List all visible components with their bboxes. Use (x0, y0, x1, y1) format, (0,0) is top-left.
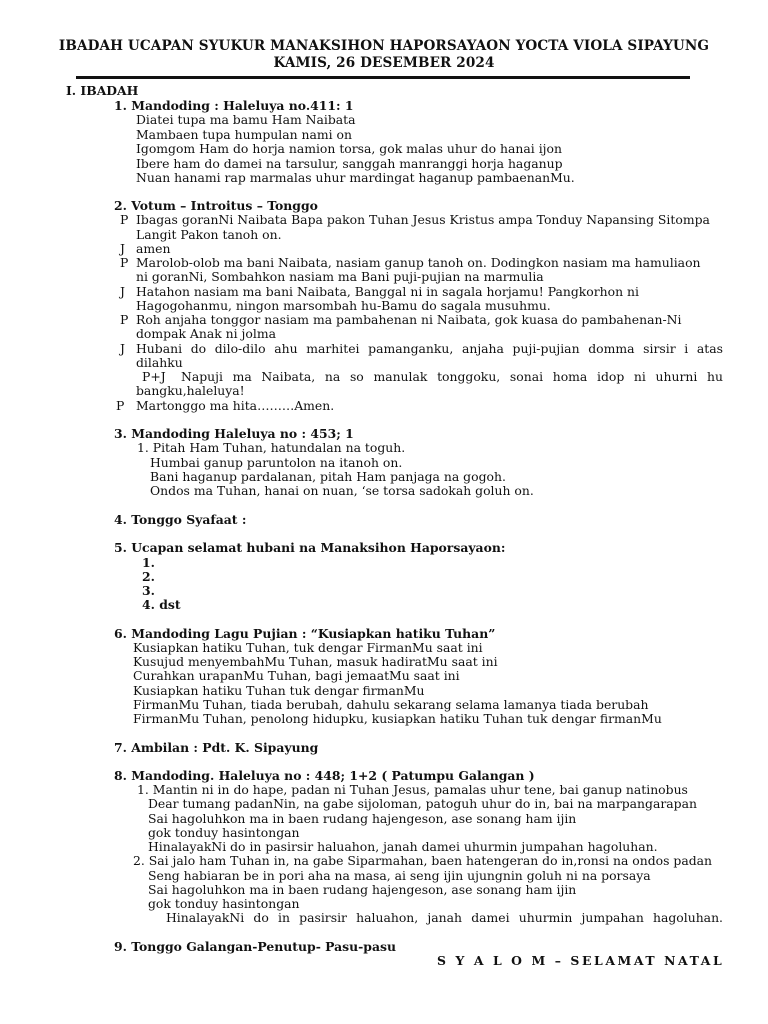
liturgy-text: Marolob-olob ma bani Naibata, nasiam ganup tanoh on. Dodingkon nasiam ma hamuliaon (136, 255, 701, 270)
list-item: 3. (142, 583, 155, 598)
song-line: Ibere ham do damei na tarsulur, sanggah manranggi horja haganup (136, 156, 563, 171)
liturgy-marker: P (120, 312, 129, 327)
song-line: Sai hagoluhkon ma in baen rudang hajengeson, ase sonang ham ijin (148, 882, 577, 897)
song-line: 2. Sai jalo ham Tuhan in, na gabe Siparmahan, baen hatengeran do in,ronsi na ondos padan (133, 853, 713, 868)
item-6-heading: 6. Mandoding Lagu Pujian : “Kusiapkan hatiku Tuhan” (114, 626, 496, 641)
title-divider (76, 76, 690, 79)
item-9-heading: 9. Tonggo Galangan-Penutup- Pasu-pasu (114, 939, 396, 954)
song-line: Mambaen tupa humpulan nami on (136, 127, 352, 142)
song-line: 1. Pitah Ham Tuhan, hatundalan na toguh. (137, 440, 406, 455)
song-line: 1. Mantin ni in do hape, padan ni Tuhan Jesus, pamalas uhur tene, bai ganup natinobus (137, 782, 688, 797)
liturgy-marker: P (120, 255, 129, 270)
song-line: FirmanMu Tuhan, penolong hidupku, kusiapkan hatiku Tuhan tuk dengar firmanMu (133, 711, 662, 726)
item-4-heading: 4. Tonggo Syafaat : (114, 512, 247, 527)
song-line: Kusujud menyembahMu Tuhan, masuk hadiratMu saat ini (133, 654, 498, 669)
item-1-heading: 1. Mandoding : Haleluya no.411: 1 (114, 98, 354, 113)
liturgy-marker: P (120, 212, 129, 227)
liturgy-text: Martonggo ma hita………Amen. (136, 398, 335, 413)
liturgy-marker: J (120, 284, 125, 299)
liturgy-text: dompak Anak ni jolma (136, 326, 276, 341)
liturgy-text: Ibagas goranNi Naibata Bapa pakon Tuhan Jesus Kristus ampa Tonduy Napansing Sitompa (136, 212, 710, 227)
document-title: IBADAH UCAPAN SYUKUR MANAKSIHON HAPORSAYAON YOCTA VIOLA SIPAYUNG (58, 38, 710, 54)
list-item: 4. dst (142, 597, 181, 612)
item-7-heading: 7. Ambilan : Pdt. K. Sipayung (114, 740, 319, 755)
song-line: Seng habiaran be in pori aha na masa, ai seng ijin ujungnin goluh ni na porsaya (148, 868, 651, 883)
song-line: Humbai ganup paruntolon na itanoh on. (150, 455, 403, 470)
liturgy-text: Napuji ma Naibata, na so manulak tonggoku, sonai homa idop ni uhurni hu (181, 369, 723, 384)
liturgy-marker: P (116, 398, 125, 413)
song-line: Dear tumang padanNin, na gabe sijoloman, patoguh uhur do in, bai na marpangarapan (148, 796, 697, 811)
liturgy-text: Roh anjaha tonggor nasiam ma pambahenan ni Naibata, gok kuasa do pambahenan-Ni (136, 312, 682, 327)
song-line: gok tonduy hasintongan (148, 896, 300, 911)
liturgy-marker: P+J (142, 369, 166, 384)
liturgy-marker: J (120, 241, 125, 256)
list-item: 2. (142, 569, 155, 584)
item-8-heading: 8. Mandoding. Haleluya no : 448; 1+2 ( Patumpu Galangan ) (114, 768, 535, 783)
song-line: Kusiapkan hatiku Tuhan tuk dengar firmanMu (133, 683, 425, 698)
song-line: Ondos ma Tuhan, hanai on nuan, ‘se torsa sadokah goluh on. (150, 483, 534, 498)
liturgy-text: Hagogohanmu, ningon marsombah hu-Bamu do sagala musuhmu. (136, 298, 551, 313)
liturgy-text: amen (136, 241, 171, 256)
liturgy-text: dilahku (136, 355, 183, 370)
song-line: Sai hagoluhkon ma in baen rudang hajengeson, ase sonang ham ijin (148, 811, 577, 826)
song-line: Curahkan urapanMu Tuhan, bagi jemaatMu saat ini (133, 668, 460, 683)
song-line: FirmanMu Tuhan, tiada berubah, dahulu sekarang selama lamanya tiada berubah (133, 697, 649, 712)
document-date: KAMIS, 26 DESEMBER 2024 (273, 55, 495, 71)
liturgy-text: ni goranNi, Sombahkon nasiam ma Bani puji-pujian na marmulia (136, 269, 544, 284)
item-5-heading: 5. Ucapan selamat hubani na Manaksihon Haporsayaon: (114, 540, 506, 555)
song-line: Bani haganup pardalanan, pitah Ham panjaga na gogoh. (150, 469, 506, 484)
liturgy-text: Hatahon nasiam ma bani Naibata, Banggal ni in sagala horjamu! Pangkorhon ni (136, 284, 639, 299)
song-line: Diatei tupa ma bamu Ham Naibata (136, 112, 356, 127)
song-line: Kusiapkan hatiku Tuhan, tuk dengar FirmanMu saat ini (133, 640, 483, 655)
song-line: HinalayakNi do in pasirsir haluahon, janah damei uhurmin jumpahan hagoluhan. (148, 839, 658, 854)
song-line: gok tonduy hasintongan (148, 825, 300, 840)
song-line: HinalayakNi do in pasirsir haluahon, janah damei uhurmin jumpahan hagoluhan. (166, 910, 723, 925)
list-item: 1. (142, 555, 155, 570)
liturgy-text: Hubani do dilo-dilo ahu marhitei pamanganku, anjaha puji-pujian domma sirsir i atas (136, 341, 723, 356)
item-2-heading: 2. Votum – Introitus – Tonggo (114, 198, 318, 213)
item-3-heading: 3. Mandoding Haleluya no : 453; 1 (114, 426, 354, 441)
song-line: Igomgom Ham do horja namion torsa, gok malas uhur do hanai ijon (136, 141, 562, 156)
liturgy-text: bangku,haleluya! (136, 383, 245, 398)
liturgy-marker: J (120, 341, 125, 356)
closing-greeting: S Y A L O M – SELAMAT NATAL (437, 953, 725, 968)
section-heading: I. IBADAH (66, 83, 139, 98)
song-line: Nuan hanami rap marmalas uhur mardingat haganup pambaenanMu. (136, 170, 575, 185)
liturgy-text: Langit Pakon tanoh on. (136, 227, 282, 242)
